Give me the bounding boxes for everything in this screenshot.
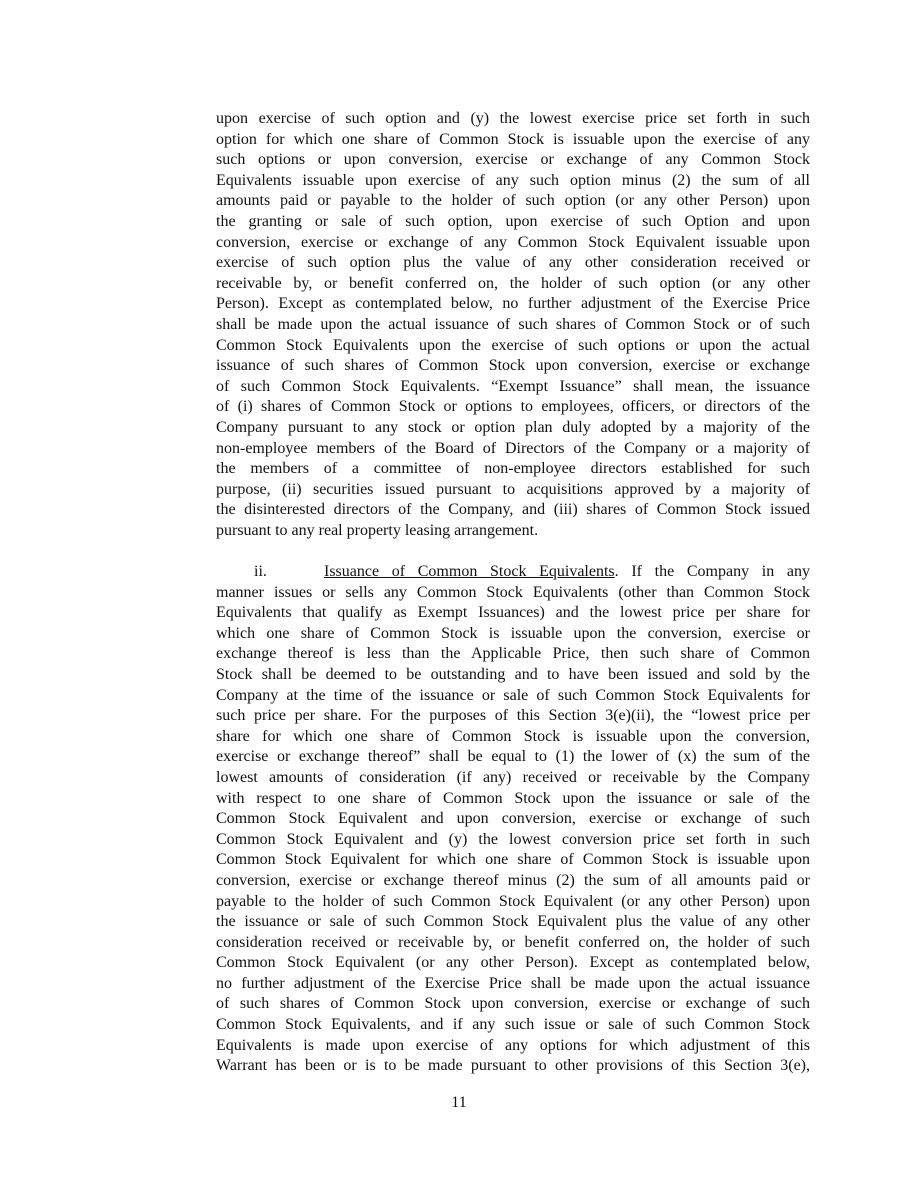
text-line: with respect to one share of Common Stock upon the issuance or sale of the bbox=[216, 789, 810, 807]
text-line: which one share of Common Stock is issuable upon the conversion, exercise or bbox=[216, 624, 810, 642]
text-line: of such Common Stock Equivalents. “Exempt Issuance” shall mean, the issuance bbox=[216, 377, 810, 395]
paragraph-exempt-issuance bbox=[216, 109, 810, 541]
text-line: conversion, exercise or exchange of any Common Stock Equivalent issuable upon bbox=[216, 233, 810, 251]
text-line: receivable by, or benefit conferred on, the holder of such option (or any other bbox=[216, 274, 810, 292]
page-number: 11 bbox=[451, 1094, 467, 1111]
text-line: the granting or sale of such option, upon exercise of such Option and upon bbox=[216, 212, 810, 230]
first-line-text: . If the Company in any bbox=[614, 563, 810, 580]
text-line: pursuant to any real property leasing arrangement. bbox=[216, 521, 539, 539]
text-line: payable to the holder of such Common Stock Equivalent (or any other Person) upon bbox=[216, 892, 810, 910]
text-line: share for which one share of Common Stock is issuable upon the conversion, bbox=[216, 727, 810, 745]
text-line: Company at the time of the issuance or sale of such Common Stock Equivalents for bbox=[216, 686, 810, 704]
text-line: Company pursuant to any stock or option plan duly adopted by a majority of the bbox=[216, 418, 810, 436]
text-line: such options or upon conversion, exercise or exchange of any Common Stock bbox=[216, 151, 810, 169]
text-line: of (i) shares of Common Stock or options to employees, officers, or directors of the bbox=[216, 398, 810, 416]
text-line: Person). Except as contemplated below, no further adjustment of the Exercise Price bbox=[216, 295, 810, 313]
text-line: the members of a committee of non-employee directors established for such bbox=[216, 460, 810, 478]
text-line: purpose, (ii) securities issued pursuant to acquisitions approved by a majority of bbox=[216, 480, 810, 498]
text-line: Common Stock Equivalent and (y) the lowest conversion price set forth in such bbox=[216, 830, 810, 848]
text-line: no further adjustment of the Exercise Price shall be made upon the actual issuance bbox=[216, 974, 810, 992]
text-line: Warrant has been or is to be made pursuant to other provisions of this Section 3(e), bbox=[216, 1057, 810, 1075]
text-line: Common Stock Equivalents upon the exercise of such options or upon the actual bbox=[216, 336, 810, 354]
text-line: non-employee members of the Board of Directors of the Company or a majority of bbox=[216, 439, 810, 457]
text-line: the disinterested directors of the Company, and (iii) shares of Common Stock issued bbox=[216, 501, 810, 519]
text-line: exercise or exchange thereof” shall be equal to (1) the lower of (x) the sum of the bbox=[216, 748, 810, 766]
text-line: shall be made upon the actual issuance of such shares of Common Stock or of such bbox=[216, 315, 810, 333]
text-line: manner issues or sells any Common Stock Equivalents (other than Common Stock bbox=[216, 583, 810, 601]
text-line: lowest amounts of consideration (if any) received or receivable by the Company bbox=[216, 768, 810, 786]
text-line: option for which one share of Common Stock is issuable upon the exercise of any bbox=[216, 130, 810, 148]
paragraph-first-line bbox=[216, 562, 810, 583]
text-line: amounts paid or payable to the holder of such option (or any other Person) upon bbox=[216, 192, 810, 210]
text-line: issuance of such shares of Common Stock upon conversion, exercise or exchange bbox=[216, 357, 810, 375]
text-line: consideration received or receivable by, or benefit conferred on, the holder of such bbox=[216, 933, 810, 951]
section-heading: Issuance of Common Stock Equivalents bbox=[324, 563, 615, 580]
text-line: Common Stock Equivalent and upon conversion, exercise or exchange of such bbox=[216, 810, 810, 828]
text-line: exchange thereof is less than the Applicable Price, then such share of Common bbox=[216, 645, 810, 663]
text-line: Common Stock Equivalents, and if any such issue or sale of such Common Stock bbox=[216, 1016, 810, 1034]
section-numeral: ii. bbox=[254, 563, 267, 580]
text-line: Equivalents that qualify as Exempt Issuances) and the lowest price per share for bbox=[216, 604, 810, 622]
text-line: Equivalents is made upon exercise of any options for which adjustment of this bbox=[216, 1036, 810, 1054]
text-line: the issuance or sale of such Common Stock Equivalent plus the value of any other bbox=[216, 913, 810, 931]
text-line: upon exercise of such option and (y) the lowest exercise price set forth in such bbox=[216, 110, 810, 127]
paragraph-issuance-common-stock-equivalents bbox=[216, 562, 810, 1077]
text-line: Stock shall be deemed to be outstanding and to have been issued and sold by the bbox=[216, 665, 810, 683]
text-line: Equivalents issuable upon exercise of any such option minus (2) the sum of all bbox=[216, 171, 810, 189]
text-line: Common Stock Equivalent for which one share of Common Stock is issuable upon bbox=[216, 851, 810, 869]
text-line: of such shares of Common Stock upon conversion, exercise or exchange of such bbox=[216, 995, 810, 1013]
text-line: conversion, exercise or exchange thereof minus (2) the sum of all amounts paid or bbox=[216, 871, 810, 889]
text-line: such price per share. For the purposes of this Section 3(e)(ii), the “lowest price per bbox=[216, 707, 810, 725]
text-line: Common Stock Equivalent (or any other Person). Except as contemplated below, bbox=[216, 954, 810, 972]
text-line: exercise of such option plus the value of any other consideration received or bbox=[216, 254, 810, 272]
